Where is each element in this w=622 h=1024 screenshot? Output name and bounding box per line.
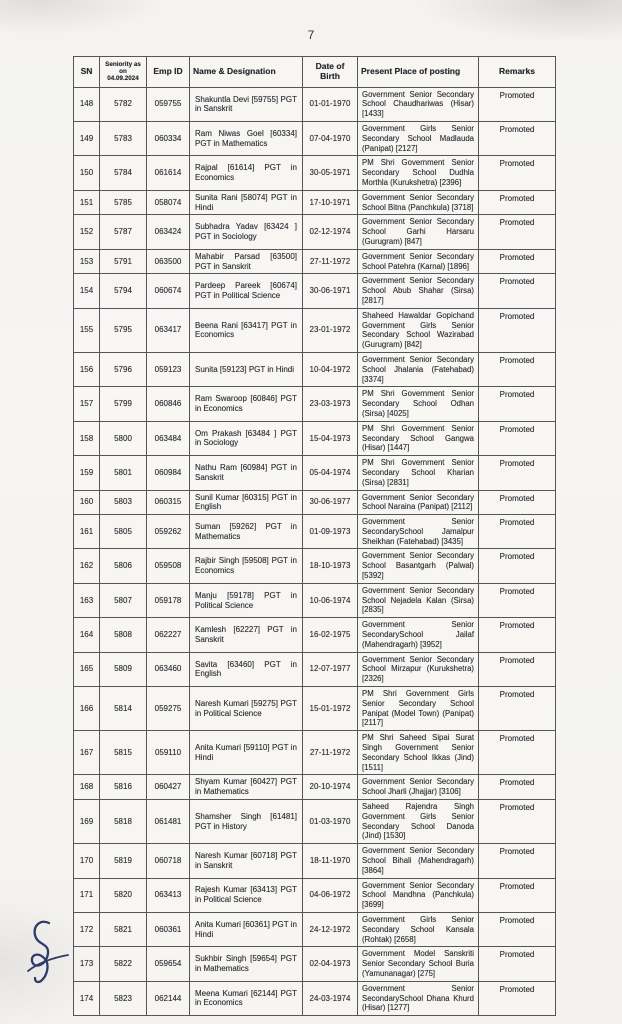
remarks-cell: Promoted	[479, 352, 556, 386]
emp-id-cell: 061481	[147, 800, 190, 844]
sn-cell: 152	[74, 215, 100, 249]
table-row	[74, 515, 556, 549]
seniority-cell: 5807	[100, 583, 147, 617]
seniority-cell: 5818	[100, 800, 147, 844]
remarks-cell: Promoted	[479, 652, 556, 686]
posting-cell: PM Shri Government Senior Secondary School Odhan (Sirsa) [4025]	[358, 387, 479, 421]
table-row	[74, 190, 556, 215]
table-row	[74, 652, 556, 686]
seniority-cell: 5795	[100, 308, 147, 352]
seniority-cell: 5809	[100, 652, 147, 686]
posting-cell: Government Senior SecondarySchool Jamalpur Sheikhan (Fatehabad) [3435]	[358, 515, 479, 549]
posting-cell: Government Senior Secondary School Garhi Harsaru (Gurugram) [847]	[358, 215, 479, 249]
name-designation-cell: Suman [59262] PGT in Mathematics	[190, 515, 303, 549]
remarks-cell: Promoted	[479, 912, 556, 946]
remarks-cell: Promoted	[479, 308, 556, 352]
name-designation-cell: Subhadra Yadav [63424 ] PGT in Sociology	[190, 215, 303, 249]
seniority-cell: 5782	[100, 87, 147, 121]
sn-cell: 154	[74, 274, 100, 308]
remarks-cell: Promoted	[479, 215, 556, 249]
remarks-cell: Promoted	[479, 687, 556, 731]
seniority-cell: 5822	[100, 947, 147, 981]
seniority-cell: 5785	[100, 190, 147, 215]
name-designation-cell: Naresh Kumar [60718] PGT in Sanskrit	[190, 844, 303, 878]
posting-cell: Government Girls Senior Secondary School Kansala (Rohtak) [2658]	[358, 912, 479, 946]
remarks-cell: Promoted	[479, 775, 556, 800]
seniority-cell: 5820	[100, 878, 147, 912]
name-designation-cell: Anita Kumari [59110] PGT in Hindi	[190, 731, 303, 775]
dob-cell: 30-06-1977	[303, 490, 358, 515]
remarks-cell: Promoted	[479, 731, 556, 775]
dob-cell: 18-11-1970	[303, 844, 358, 878]
posting-cell: PM Shri Government Girls Senior Secondary School Panipat (Model Town) (Panipat) [2117]	[358, 687, 479, 731]
dob-cell: 20-10-1974	[303, 775, 358, 800]
seniority-cell: 5814	[100, 687, 147, 731]
posting-cell: Government Senior Secondary School Naraina (Panipat) [2112]	[358, 490, 479, 515]
dob-cell: 24-12-1972	[303, 912, 358, 946]
posting-cell: Government Model Sanskriti Senior Secondary School Buria (Yamunanagar) [275]	[358, 947, 479, 981]
sn-cell: 155	[74, 308, 100, 352]
sn-cell: 167	[74, 731, 100, 775]
table-row	[74, 215, 556, 249]
remarks-cell: Promoted	[479, 122, 556, 156]
dob-cell: 01-01-1970	[303, 87, 358, 121]
table-header	[74, 57, 556, 88]
name-designation-cell: Beena Rani [63417] PGT in Economics	[190, 308, 303, 352]
name-designation-cell: Mahabir Parsad [63500] PGT in Sanskrit	[190, 249, 303, 274]
emp-id-cell: 059654	[147, 947, 190, 981]
seniority-cell: 5791	[100, 249, 147, 274]
sn-cell: 151	[74, 190, 100, 215]
name-designation-cell: Savita [63460] PGT in English	[190, 652, 303, 686]
sn-cell: 164	[74, 618, 100, 652]
table-row	[74, 456, 556, 490]
remarks-cell: Promoted	[479, 618, 556, 652]
dob-cell: 30-06-1971	[303, 274, 358, 308]
header-date-of-birth: Date of Birth	[303, 57, 358, 88]
posting-cell: Government Senior SecondarySchool Jailaf (Mahendragarh) [3952]	[358, 618, 479, 652]
emp-id-cell: 063413	[147, 878, 190, 912]
table-row	[74, 800, 556, 844]
remarks-cell: Promoted	[479, 190, 556, 215]
table-row	[74, 583, 556, 617]
remarks-cell: Promoted	[479, 456, 556, 490]
sn-cell: 170	[74, 844, 100, 878]
posting-cell: PM Shri Saheed Sipai Surat Singh Government Senior Secondary School Ikkas (Jind) [1511]	[358, 731, 479, 775]
name-designation-cell: Rajbir Singh [59508] PGT in Economics	[190, 549, 303, 583]
emp-id-cell: 060361	[147, 912, 190, 946]
emp-id-cell: 060427	[147, 775, 190, 800]
posting-cell: PM Shri Government Senior Secondary School Kharian (Sirsa) [2831]	[358, 456, 479, 490]
emp-id-cell: 059123	[147, 352, 190, 386]
name-designation-cell: Rajesh Kumar [63413] PGT in Political Science	[190, 878, 303, 912]
name-designation-cell: Om Prakash [63484 ] PGT in Sociology	[190, 421, 303, 455]
dob-cell: 17-10-1971	[303, 190, 358, 215]
posting-cell: Government Senior Secondary School Abub Shahar (Sirsa) [2817]	[358, 274, 479, 308]
emp-id-cell: 059275	[147, 687, 190, 731]
name-designation-cell: Shakuntla Devi [59755] PGT in Sanskrit	[190, 87, 303, 121]
header-remarks: Remarks	[479, 57, 556, 88]
name-designation-cell: Sunita [59123] PGT in Hindi	[190, 352, 303, 386]
seniority-cell: 5823	[100, 981, 147, 1015]
remarks-cell: Promoted	[479, 947, 556, 981]
dob-cell: 18-10-1973	[303, 549, 358, 583]
dob-cell: 23-03-1973	[303, 387, 358, 421]
table-body	[74, 87, 556, 1016]
dob-cell: 10-04-1972	[303, 352, 358, 386]
sn-cell: 148	[74, 87, 100, 121]
remarks-cell: Promoted	[479, 249, 556, 274]
name-designation-cell: Naresh Kumari [59275] PGT in Political Science	[190, 687, 303, 731]
name-designation-cell: Pardeep Pareek [60674] PGT in Political Science	[190, 274, 303, 308]
seniority-cell: 5784	[100, 156, 147, 190]
posting-cell: Government Senior Secondary School Patehra (Karnal) [1896]	[358, 249, 479, 274]
seniority-cell: 5794	[100, 274, 147, 308]
emp-id-cell: 060846	[147, 387, 190, 421]
header-name-designation: Name & Designation	[190, 57, 303, 88]
emp-id-cell: 060315	[147, 490, 190, 515]
page-number: 7	[307, 28, 315, 42]
remarks-cell: Promoted	[479, 583, 556, 617]
table-row	[74, 156, 556, 190]
emp-id-cell: 062227	[147, 618, 190, 652]
sn-cell: 162	[74, 549, 100, 583]
table-row	[74, 387, 556, 421]
seniority-cell: 5821	[100, 912, 147, 946]
dob-cell: 27-11-1972	[303, 731, 358, 775]
emp-id-cell: 059110	[147, 731, 190, 775]
sn-cell: 172	[74, 912, 100, 946]
posting-cell: Government Senior Secondary School Bitna (Panchkula) [3718]	[358, 190, 479, 215]
name-designation-cell: Ram Niwas Goel [60334] PGT in Mathematics	[190, 122, 303, 156]
remarks-cell: Promoted	[479, 878, 556, 912]
sn-cell: 173	[74, 947, 100, 981]
posting-cell: Government Senior Secondary School Basantgarh (Palwal) [5392]	[358, 549, 479, 583]
dob-cell: 27-11-1972	[303, 249, 358, 274]
posting-cell: Government Senior SecondarySchool Dhana Khurd (Hisar) [1277]	[358, 981, 479, 1015]
header-seniority: Seniority as on 04.09.2024	[100, 57, 147, 88]
emp-id-cell: 063424	[147, 215, 190, 249]
table-row	[74, 731, 556, 775]
posting-cell: PM Shri Government Senior Secondary School Gangwa (Hisar) [1447]	[358, 421, 479, 455]
table-row	[74, 421, 556, 455]
sn-cell: 165	[74, 652, 100, 686]
name-designation-cell: Shyam Kumar [60427] PGT in Mathematics	[190, 775, 303, 800]
table-row	[74, 618, 556, 652]
header-posting: Present Place of posting	[358, 57, 479, 88]
remarks-cell: Promoted	[479, 387, 556, 421]
remarks-cell: Promoted	[479, 274, 556, 308]
dob-cell: 02-04-1973	[303, 947, 358, 981]
sn-cell: 174	[74, 981, 100, 1015]
emp-id-cell: 060718	[147, 844, 190, 878]
emp-id-cell: 059262	[147, 515, 190, 549]
seniority-cell: 5796	[100, 352, 147, 386]
header-emp-id: Emp ID	[147, 57, 190, 88]
table-row	[74, 775, 556, 800]
seniority-cell: 5815	[100, 731, 147, 775]
emp-id-cell: 063460	[147, 652, 190, 686]
table-row	[74, 878, 556, 912]
emp-id-cell: 060984	[147, 456, 190, 490]
sn-cell: 157	[74, 387, 100, 421]
sn-cell: 149	[74, 122, 100, 156]
remarks-cell: Promoted	[479, 515, 556, 549]
sn-cell: 168	[74, 775, 100, 800]
posting-cell: Government Girls Senior Secondary School Madlauda (Panipat) [2127]	[358, 122, 479, 156]
remarks-cell: Promoted	[479, 981, 556, 1015]
dob-cell: 01-03-1970	[303, 800, 358, 844]
sn-cell: 160	[74, 490, 100, 515]
seniority-cell: 5806	[100, 549, 147, 583]
name-designation-cell: Anita Kumari [60361] PGT in Hindi	[190, 912, 303, 946]
posting-cell: Government Senior Secondary School Jhalania (Fatehabad) [3374]	[358, 352, 479, 386]
posting-cell: Government Senior Secondary School Chaudhariwas (Hisar) [1433]	[358, 87, 479, 121]
sn-cell: 171	[74, 878, 100, 912]
name-designation-cell: Meena Kumari [62144] PGT in Economics	[190, 981, 303, 1015]
sn-cell: 156	[74, 352, 100, 386]
table-row	[74, 981, 556, 1015]
table-row	[74, 308, 556, 352]
sn-cell: 163	[74, 583, 100, 617]
posting-cell: Saheed Rajendra Singh Government Girls Senior Secondary School Danoda (Jind) [1530]	[358, 800, 479, 844]
dob-cell: 16-02-1975	[303, 618, 358, 652]
dob-cell: 23-01-1972	[303, 308, 358, 352]
table-row	[74, 947, 556, 981]
seniority-cell: 5800	[100, 421, 147, 455]
dob-cell: 15-04-1973	[303, 421, 358, 455]
dob-cell: 02-12-1974	[303, 215, 358, 249]
posting-cell: Shaheed Hawaldar Gopichand Government Girls Senior Secondary School Wazirabad (Gurugram) [842]	[358, 308, 479, 352]
posting-cell: PM Shri Government Senior Secondary School Dudhla Morthla (Kurukshetra) [2396]	[358, 156, 479, 190]
emp-id-cell: 060674	[147, 274, 190, 308]
remarks-cell: Promoted	[479, 800, 556, 844]
remarks-cell: Promoted	[479, 549, 556, 583]
posting-cell: Government Senior Secondary School Jharli (Jhajjar) [3106]	[358, 775, 479, 800]
sn-cell: 153	[74, 249, 100, 274]
emp-id-cell: 059508	[147, 549, 190, 583]
seniority-cell: 5816	[100, 775, 147, 800]
seniority-cell: 5808	[100, 618, 147, 652]
table-row	[74, 87, 556, 121]
remarks-cell: Promoted	[479, 490, 556, 515]
emp-id-cell: 061614	[147, 156, 190, 190]
sn-cell: 158	[74, 421, 100, 455]
posting-cell: Government Senior Secondary School Nejadela Kalan (Sirsa) [2835]	[358, 583, 479, 617]
table-row	[74, 249, 556, 274]
dob-cell: 10-06-1974	[303, 583, 358, 617]
table-row	[74, 844, 556, 878]
dob-cell: 05-04-1974	[303, 456, 358, 490]
dob-cell: 07-04-1970	[303, 122, 358, 156]
dob-cell: 04-06-1972	[303, 878, 358, 912]
emp-id-cell: 060334	[147, 122, 190, 156]
emp-id-cell: 059178	[147, 583, 190, 617]
emp-id-cell: 063484	[147, 421, 190, 455]
table-row	[74, 274, 556, 308]
posting-cell: Government Senior Secondary School Mandhna (Panchkula) [3699]	[358, 878, 479, 912]
emp-id-cell: 058074	[147, 190, 190, 215]
name-designation-cell: Shamsher Singh [61481] PGT in History	[190, 800, 303, 844]
emp-id-cell: 063500	[147, 249, 190, 274]
name-designation-cell: Sukhbir Singh [59654] PGT in Mathematics	[190, 947, 303, 981]
seniority-cell: 5799	[100, 387, 147, 421]
remarks-cell: Promoted	[479, 421, 556, 455]
sn-cell: 169	[74, 800, 100, 844]
dob-cell: 15-01-1972	[303, 687, 358, 731]
seniority-cell: 5803	[100, 490, 147, 515]
remarks-cell: Promoted	[479, 156, 556, 190]
table-row	[74, 687, 556, 731]
name-designation-cell: Rajpal [61614] PGT in Economics	[190, 156, 303, 190]
table-row	[74, 352, 556, 386]
name-designation-cell: Manju [59178] PGT in Political Science	[190, 583, 303, 617]
table-row	[74, 122, 556, 156]
sn-cell: 166	[74, 687, 100, 731]
seniority-cell: 5819	[100, 844, 147, 878]
dob-cell: 12-07-1977	[303, 652, 358, 686]
seniority-roster-table	[73, 56, 556, 1016]
emp-id-cell: 063417	[147, 308, 190, 352]
seniority-cell: 5783	[100, 122, 147, 156]
header-sn: SN	[74, 57, 100, 88]
seniority-cell: 5787	[100, 215, 147, 249]
table-row	[74, 912, 556, 946]
dob-cell: 30-05-1971	[303, 156, 358, 190]
name-designation-cell: Kamlesh [62227] PGT in Sanskrit	[190, 618, 303, 652]
seniority-cell: 5801	[100, 456, 147, 490]
seniority-cell: 5805	[100, 515, 147, 549]
dob-cell: 01-09-1973	[303, 515, 358, 549]
name-designation-cell: Nathu Ram [60984] PGT in Sanskrit	[190, 456, 303, 490]
remarks-cell: Promoted	[479, 844, 556, 878]
posting-cell: Government Senior Secondary School Mirzapur (Kurukshetra) [2326]	[358, 652, 479, 686]
name-designation-cell: Ram Swaroop [60846] PGT in Economics	[190, 387, 303, 421]
signature-mark	[22, 918, 74, 996]
table-row	[74, 549, 556, 583]
dob-cell: 24-03-1974	[303, 981, 358, 1015]
name-designation-cell: Sunil Kumar [60315] PGT in English	[190, 490, 303, 515]
posting-cell: Government Senior Secondary School Bihali (Mahendragarh) [3864]	[358, 844, 479, 878]
name-designation-cell: Sunita Rani [58074] PGT in Hindi	[190, 190, 303, 215]
sn-cell: 161	[74, 515, 100, 549]
sn-cell: 159	[74, 456, 100, 490]
table-row	[74, 490, 556, 515]
emp-id-cell: 059755	[147, 87, 190, 121]
sn-cell: 150	[74, 156, 100, 190]
remarks-cell: Promoted	[479, 87, 556, 121]
emp-id-cell: 062144	[147, 981, 190, 1015]
